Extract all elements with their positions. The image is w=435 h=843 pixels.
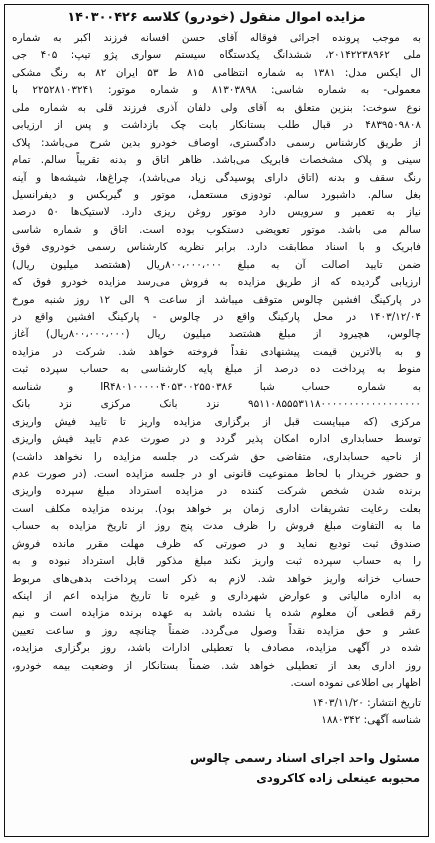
notice-line: رنگ سقف و بدنه (اتاق دارای پوسیدگی زیاد می‌باشد)، چراغ‌ها، شیشه‌ها و آینه <box>12 171 421 184</box>
notice-body <box>5 30 428 693</box>
notice-line: مرکزی (که میبایست قبل از برگزاری مزایده واریز تا تایید فیش واریزی <box>12 415 421 428</box>
notice-line: چالوس، هچیرود از مبلغ هشتصد میلیون ریال (۸۰۰،۰۰۰،۰۰۰ریال) آغاز <box>12 328 421 341</box>
notice-line: صندوق ثبت تودیع نماید و در صورتی که ظرف مهلت مقرر مانده فروش <box>12 537 421 550</box>
notice-line: منوط به پرداخت ده درصد از مبلغ پایه کارشناسی به حساب سپرده ثبت <box>12 363 421 376</box>
notice-line: معمولی- به شماره شاسی: ۸۱۳۰۳۸۹۸ و شماره موتور: ۲۲۵۲۸۱۰۳۲۴۱ با <box>12 84 421 97</box>
notice-line: نیاز به تعمیر و سرویس دارد موتور روغن ریزی دارد. لاستیک‌ها ۵۰ درصد <box>12 206 421 219</box>
notice-line: بعلت رعایت تشریفات اداری زمان بر خواهد بود). برنده مزایده مکلف است <box>12 502 421 515</box>
signature-title: مسئول واحد اجرای اسناد رسمی چالوس <box>190 750 420 765</box>
notice-line: ال ایکس مدل: ۱۳۸۱ به شماره انتظامی ۸۱۵ ط ۵۳ ایران ۸۲ به رنگ مشکی <box>12 66 421 79</box>
notice-line: و حضور خریدار با لحاظ ممنوعیت قانونی او در جلسه مزایده است. (در صورت عدم <box>12 467 421 480</box>
notice-line: برنده شدن شخص شرکت کننده در مزایده استرداد مبلغ سپرده واریزی <box>12 485 421 498</box>
notice-line: نوع سوخت: بنزین متعلق به آقای ولی دلفان آذری فرزند قلی به شماره ملی <box>12 101 421 114</box>
notice-line: از طریق کارشناس رسمی دادگستری، اوصاف خودرو بدین شرح می‌باشد: پلاک <box>12 136 421 149</box>
notice-line: بغل سالم. داشبورد سالم. تودوزی مستعمل، موتور و گیربکس و دیفرانسیل <box>12 188 421 201</box>
notice-line: سینی و پلاک مشخصات فابریک می‌باشد. ظاهر اتاق و بدنه تقریباً سالم. تمام <box>12 154 421 167</box>
notice-line: به موجب پرونده اجرائی فوقاله آقای حسن افسانه فرزند اکبر به شماره <box>12 32 421 44</box>
notice-line: ۹۵۱۱۰۸۵۵۵۳۱۱۸۰۰۰۰۰۰۰۰۰۰۰۰۰۰۰۰۰۰ نزد بانک مرکزی نزد بانک <box>12 398 421 411</box>
notice-line: و به بالاترین قیمت پیشنهادی نقداً فروخته خواهد شد. شرکت در مزایده <box>12 345 421 358</box>
notice-line: شده در آگهی مزایده، مصادف با تعطیلی ادارات باشد، روز برگزاری مزایده، <box>12 642 421 655</box>
notice-line: ارزیابی گردیده که از طریق مزایده به فروش می‌رسد مزایده خودرو فوق که <box>12 276 421 289</box>
notice-line: عشر و حق مزایده نقداً وصول می‌گردد. ضمناً چنانچه روز و ساعت تعیین <box>12 624 421 637</box>
notice-line: رقم قطعی آن معلوم شده یا نشده باشد به عهده برنده مزایده است و نیم <box>12 607 421 620</box>
publish-date: تاریخ انتشار: ۱۴۰۳/۱۱/۲۰ <box>312 696 421 709</box>
signature-name: محبوبه عینعلی زاده کاکرودی <box>256 770 420 785</box>
notice-line: ۱۴۰۳/۱۲/۰۴ در محل پارکینگ واقع در چالوس - پارکینگ افشین واقع در <box>12 311 421 323</box>
notice-line: از ناحیه حسابداری، متقاضی حق شرکت در جلسه مزایده را نخواهد داشت) <box>12 450 421 463</box>
signature-block <box>5 748 428 788</box>
notice-title: مزایده اموال منقول (خودرو) کلاسه ۱۴۰۳۰۰۴۲۶ <box>67 10 366 25</box>
notice-line: ضمن تایید اصالت آن به مبلغ ۸۰۰،۰۰۰،۰۰۰ریال (هشتصد میلیون ریال) <box>12 258 421 271</box>
notice-line: توسط حسابداری اداره امکان پذیر گردد و در صورت عدم تایید فیش واریزی <box>12 433 421 446</box>
notice-line: به اداره مالیاتی و عوارض شهرداری و غیره تا تاریخ مزایده اعم از اینکه <box>12 590 421 602</box>
ad-id: شناسه آگهی: ۱۸۸۰۳۴۲ <box>321 714 421 727</box>
notice-line: به شماره حساب شبا IR۴۸۰۱۰۰۰۰۰۴۰۵۳۰۰۲۵۵۰۳۸۶ و شناسه <box>12 380 421 393</box>
notice-meta <box>5 695 428 730</box>
notice-line: را به حساب سپرده ثبت واریز نکند مبلغ مذکور قابل استرداد نبوده و به <box>12 555 421 568</box>
auction-notice <box>4 4 429 837</box>
notice-line: در پارکینگ افشین چالوس متوقف میباشد از ساعت ۹ الی ۱۲ روز شنبه مورخ <box>12 293 421 306</box>
notice-line: ۴۸۳۹۵۰۹۸۰۸ در قبال طلب بستانکار بابت چک بازداشت و پس از ارزیابی <box>12 119 421 132</box>
notice-line: ما به التفاوت مبلغ فروش را ظرف مدت پنج روز از تاریخ مزایده به حساب <box>12 520 421 533</box>
notice-line: حساب خزانه واریز خواهد شد. لازم به ذکر است پرداخت بدهی‌های مربوط <box>12 572 421 585</box>
notice-line: فابریک و با اسناد مطابقت دارد. برابر نظریه کارشناس رسمی خودروی فوق <box>12 241 421 254</box>
notice-line: اظهار بی اطلاعی نموده است. <box>290 677 421 690</box>
notice-line: روز اداری بعد از تعطیلی خواهد شد. ضمناً بستانکار از وضعیت بیمه خودرو، <box>12 659 421 672</box>
notice-line: سالم می باشد. موتور تعویضی دستکوب بوده است. اتاق و شماره شاسی <box>12 223 421 236</box>
notice-line: ملی ۲۰۱۴۲۲۳۸۹۶۲، ششدانگ یکدستگاه سیستم سواری پژو تیپ: ۴۰۵ جی <box>12 49 421 62</box>
